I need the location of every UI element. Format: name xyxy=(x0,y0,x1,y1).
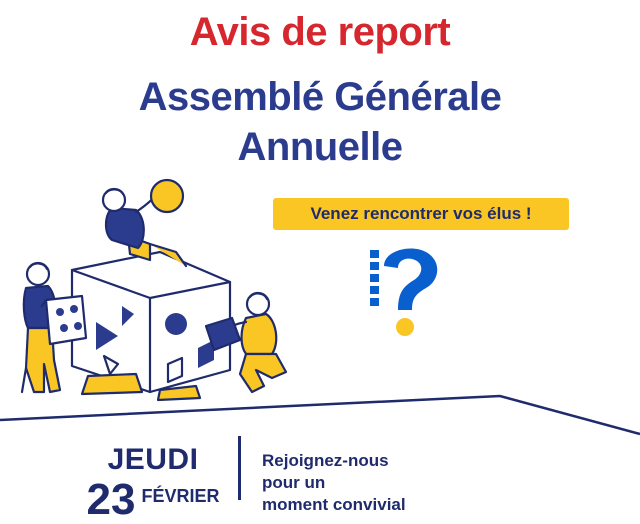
invitation-line-2: pour un xyxy=(262,473,326,492)
highlight-banner-label: Venez rencontrer vos élus ! xyxy=(310,204,532,223)
people-with-cube-illustration xyxy=(0,178,330,418)
notice-title: Avis de report xyxy=(189,10,451,54)
invitation-line-1: Rejoignez-nous xyxy=(262,451,389,470)
event-day-label: JEUDI xyxy=(107,443,199,476)
main-title-line-2: Annuelle xyxy=(237,125,403,169)
invitation-line-3: moment convivial xyxy=(262,495,406,514)
event-date-block xyxy=(78,443,228,524)
main-title-line-1: Assemblé Générale xyxy=(138,75,502,119)
event-day-number: 23 xyxy=(86,475,136,524)
page-title xyxy=(0,72,640,172)
event-month: FÉVRIER xyxy=(141,486,220,506)
divider xyxy=(238,436,241,500)
question-mark-icon xyxy=(368,244,448,336)
invitation-text xyxy=(262,450,492,516)
